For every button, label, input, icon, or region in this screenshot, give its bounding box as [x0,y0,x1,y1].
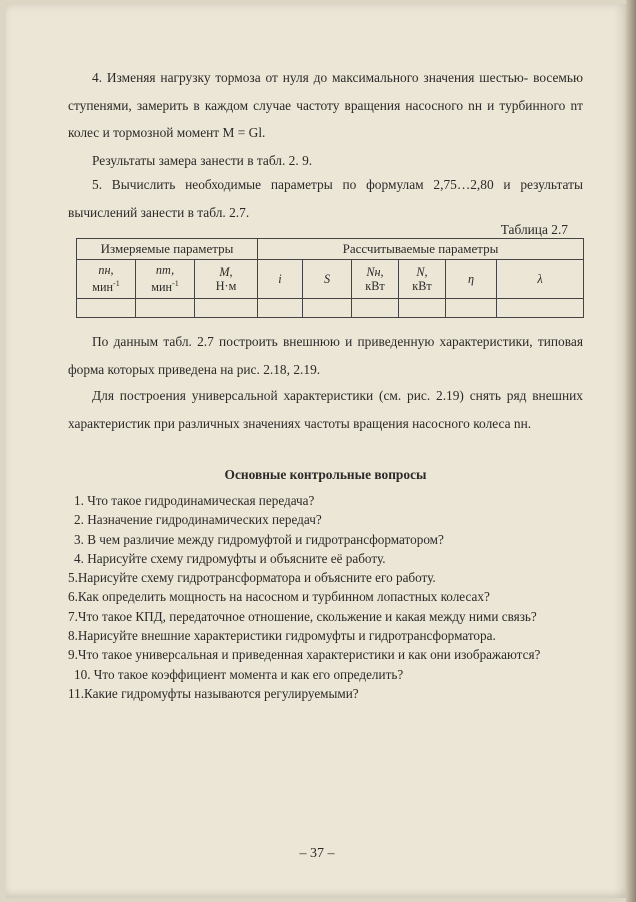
question-item: 8.Нарисуйте внешние характеристики гидромуфты и гидротрансформатора. [68,628,496,644]
section-heading: Основные контрольные вопросы [224,467,427,482]
col-lambda: λ [497,260,584,299]
question-item: 10. Что такое коэффициент момента и как его определить? [74,666,404,682]
table-empty-row [77,299,584,318]
calculated-params-header: Рассчитываемые параметры [258,239,584,260]
paragraph-step-5: 5. Вычислить необходимые параметры по формулам 2,75…2,80 и результаты вычислений занести в табл. 2.7. [68,177,583,220]
page-edge-shadow [626,0,636,902]
question-item: 6.Как определить мощность на насосном и турбинном лопастных колесах? [68,589,490,605]
col-s: S [303,260,352,299]
page-number: – 37 – [299,846,335,861]
question-item: 2. Назначение гидродинамических передач? [74,512,322,528]
col-nn: nн, мин$^{-1}$ [77,260,136,299]
paragraph-step-4: 4. Изменяя нагрузку тормоза от нуля до максимального значения шестью- восемью ступенями, замерить в каждом случае частоту вращения насосного nн и турбинного nт колес и тормозной момент M = Gl. [68,70,583,140]
table-cell [303,299,352,318]
table-cell [497,299,584,318]
table-cell [195,299,258,318]
document-page [6,4,628,898]
parameters-table [76,238,584,318]
table-cell [258,299,303,318]
paragraph-build-characteristics: По данным табл. 2.7 построить внешнюю и приведенную характеристики, типовая форма которых приведена на рис. 2.18, 2.19. [68,334,583,377]
question-item: 1. Что такое гидродинамическая передача? [74,493,315,508]
question-item: 7.Что такое КПД, передаточное отношение, скольжение и какая между ними связь? [68,608,537,624]
table-cell [77,299,136,318]
paragraph-results-note: Результаты замера занести в табл. 2. 9. [92,153,313,168]
col-n-power: N, кВт [399,260,446,299]
col-nt: nт, мин$^{-1}$ [136,260,195,299]
table-cell [352,299,399,318]
table-cell [446,299,497,318]
question-item: 3. В чем различие между гидромуфтой и гидротрансформатором? [74,531,444,547]
question-item: 9.Что такое универсальная и приведенная характеристики и как они изображаются? [68,647,541,663]
table-column-header-row [77,260,584,299]
table-cell [399,299,446,318]
col-moment: M, Н·м [195,260,258,299]
paragraph-universal-characteristic: Для построения универсальной характеристики (см. рис. 2.19) снять ряд внешних характеристик при различных значениях частоты вращения насосного колеса nн. [68,388,583,431]
table-group-header-row [77,239,584,260]
measured-params-header: Измеряемые параметры [77,239,258,260]
col-eta: η [446,260,497,299]
questions-list [68,491,583,703]
col-i: i [258,260,303,299]
question-item: 5.Нарисуйте схему гидротрансформатора и объясните его работу. [68,570,436,586]
col-nn-power: Nн, кВт [352,260,399,299]
table-caption: Таблица 2.7 [500,222,568,237]
table-cell [136,299,195,318]
question-item: 11.Какие гидромуфты называются регулируемыми? [68,685,359,701]
question-item: 4. Нарисуйте схему гидромуфты и объясните её работу. [74,550,386,566]
